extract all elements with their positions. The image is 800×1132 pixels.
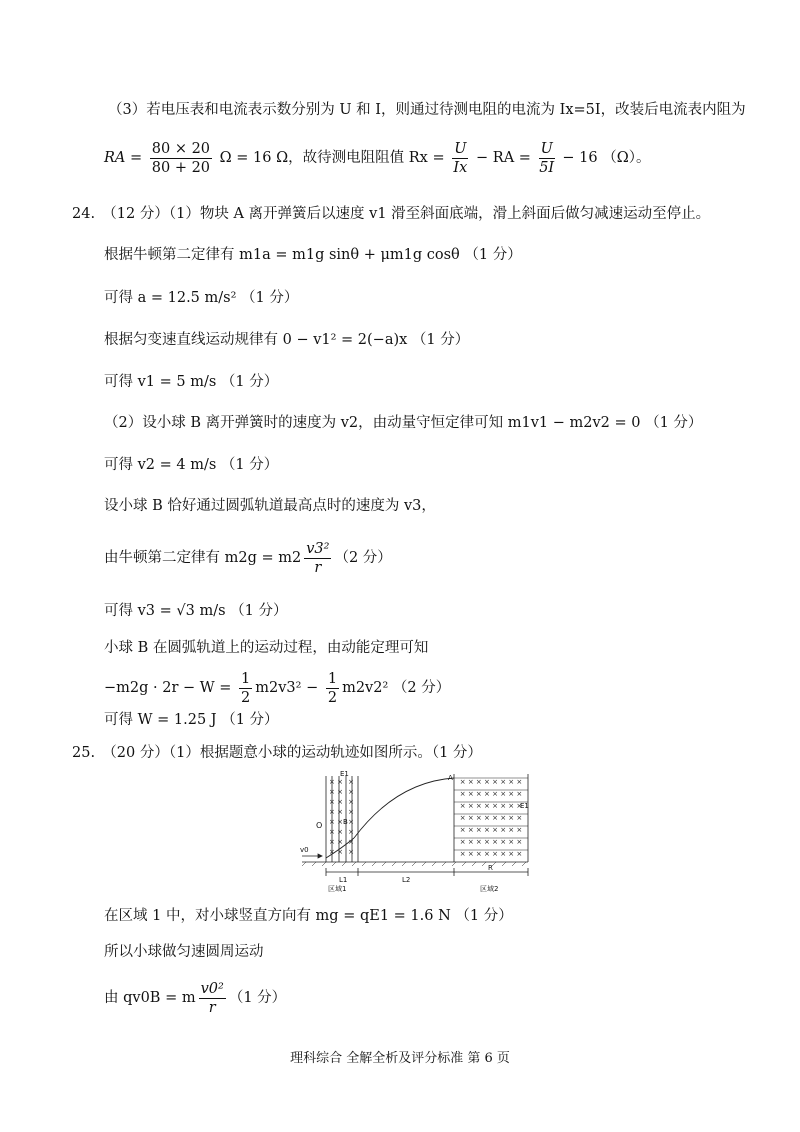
q25-line3-num: v0²: [200, 980, 224, 997]
svg-text:× ×: × ×: [329, 778, 343, 786]
rx-frac2-num: U: [540, 140, 553, 157]
label-b: B: [343, 818, 348, 826]
q24-line6: 可得 v2 = 4 m/s （1 分）: [104, 457, 279, 473]
q25-line3: [104, 978, 286, 1018]
q25-line3-frac: [199, 980, 226, 1017]
ra-label: RA =: [104, 150, 147, 166]
q24-line8-frac: [304, 540, 331, 577]
q24-line2: 可得 a = 12.5 m/s² （1 分）: [104, 290, 299, 306]
q24-line8-text: 由牛顿第二定律有 m2g = m2: [104, 550, 302, 566]
q24-line12: 可得 W = 1.25 J （1 分）: [104, 712, 279, 728]
q24-half1-den: 2: [241, 689, 251, 706]
svg-text:× ×: × ×: [329, 798, 343, 806]
svg-text:×: ×: [348, 818, 354, 826]
trajectory-figure: [296, 770, 532, 894]
label-v0: v0: [300, 846, 309, 854]
label-l2: L2: [402, 876, 411, 884]
ra-result: Ω = 16 Ω，故待测电阻阻值 Rx =: [215, 150, 450, 166]
label-e1-right: E1: [520, 802, 529, 810]
svg-text:× × × × × × × ×: × × × × × × × ×: [459, 826, 523, 834]
svg-text:× × × × × × × ×: × × × × × × × ×: [459, 790, 523, 798]
svg-text:× ×: × ×: [329, 808, 343, 816]
ra-fraction-den: 80 + 20: [151, 159, 211, 176]
svg-text:× × × × × × × ×: × × × × × × × ×: [459, 802, 523, 810]
q24-line11-a: −m2g · 2r − W =: [104, 680, 237, 696]
q24-line3: 根据匀变速直线运动规律有 0 − v1² = 2(−a)x （1 分）: [104, 332, 470, 348]
q24-line11-b: m2v3² −: [255, 680, 323, 696]
q24-line9: 可得 v3 = √3 m/s （1 分）: [104, 603, 288, 619]
svg-text:× × × × × × × ×: × × × × × × × ×: [459, 850, 523, 858]
rx-frac1-den: Ix: [453, 159, 468, 176]
svg-text:×: ×: [348, 788, 354, 796]
q25-line1: 在区域 1 中，对小球竖直方向有 mg = qE1 = 1.6 N （1 分）: [104, 908, 513, 924]
svg-text:× × × × × × × ×: × × × × × × × ×: [459, 778, 523, 786]
label-o: O: [316, 821, 323, 830]
part3-formula: [104, 138, 651, 178]
svg-text:× ×: × ×: [329, 828, 343, 836]
q24-line8: [104, 538, 392, 578]
svg-text:× ×: × ×: [329, 788, 343, 796]
part3-line1: （3）若电压表和电流表示数分别为 U 和 I，则通过待测电阻的电流为 Ix=5I，改装后电流表内阻为: [108, 102, 746, 118]
q25-line3-text: 由 qv0B = m: [104, 990, 196, 1006]
svg-text:×: ×: [348, 838, 354, 846]
svg-text:×: ×: [348, 828, 354, 836]
q24-half2: [326, 670, 339, 707]
q24-half1-num: 1: [241, 670, 251, 687]
q24-line11: [104, 668, 450, 708]
svg-text:× × × × × × × ×: × × × × × × × ×: [459, 814, 523, 822]
q25-heading: 25. （20 分）（1）根据题意小球的运动轨迹如图所示。（1 分）: [72, 745, 482, 761]
svg-text:×: ×: [348, 808, 354, 816]
label-e1-left: E1: [340, 770, 349, 778]
svg-text:× ×: × ×: [329, 818, 343, 826]
ra-fraction: [150, 140, 212, 177]
label-r: R: [488, 864, 493, 872]
q24-line1: 根据牛顿第二定律有 m1a = m1g sinθ + μm1g cosθ （1 分）: [104, 247, 522, 263]
label-l1: L1: [339, 876, 348, 884]
q25-line3-den: r: [208, 999, 216, 1016]
svg-text:× ×: × ×: [329, 838, 343, 846]
svg-text:×: ×: [348, 848, 354, 856]
q25-line2: 所以小球做匀速圆周运动: [104, 944, 264, 960]
svg-text:× ×: × ×: [329, 848, 343, 856]
q24-half1: [239, 670, 252, 707]
q24-line7: 设小球 B 恰好通过圆弧轨道最高点时的速度为 v3，: [104, 498, 436, 514]
svg-text:×: ×: [348, 798, 354, 806]
q24-heading: 24. （12 分）（1）物块 A 离开弹簧后以速度 v1 滑至斜面底端，滑上斜面后做匀减速运动至停止。: [72, 206, 711, 222]
q24-half2-den: 2: [327, 689, 338, 706]
label-a: A: [448, 774, 453, 782]
ra-fraction-num: 80 × 20: [151, 140, 211, 157]
svg-text:× × × × × × × ×: × × × × × × × ×: [459, 838, 523, 846]
svg-text:×: ×: [348, 778, 354, 786]
q24-line10: 小球 B 在圆弧轨道上的运动过程，由动能定理可知: [104, 640, 429, 656]
rx-frac2-den: 5I: [539, 159, 555, 176]
rx-frac1-num: U: [454, 140, 467, 157]
q24-line5: （2）设小球 B 离开弹簧时的速度为 v2，由动量守恒定律可知 m1v1 − m2v2 = 0 （1 分）: [104, 415, 703, 431]
q24-line4: 可得 v1 = 5 m/s （1 分）: [104, 374, 279, 390]
rx-mid: − RA =: [471, 150, 536, 166]
q24-line8-num: v3²: [306, 540, 330, 557]
q24-line8-den: r: [314, 559, 322, 576]
q24-half2-num: 1: [327, 670, 338, 687]
rx-frac2: [539, 140, 555, 177]
rx-result: − 16 （Ω）。: [557, 150, 651, 166]
q25-line3-score: （1 分）: [228, 990, 287, 1006]
page-footer: 理科综合 全解全析及评分标准 第 6 页: [290, 1051, 510, 1066]
trajectory-curve: [354, 778, 454, 838]
rx-frac1: [452, 140, 468, 177]
q24-line11-c: m2v2² （2 分）: [342, 680, 451, 696]
label-region1: 区域1: [328, 885, 347, 893]
label-region2: 区域2: [480, 885, 499, 893]
q24-line8-score: （2 分）: [334, 550, 392, 566]
